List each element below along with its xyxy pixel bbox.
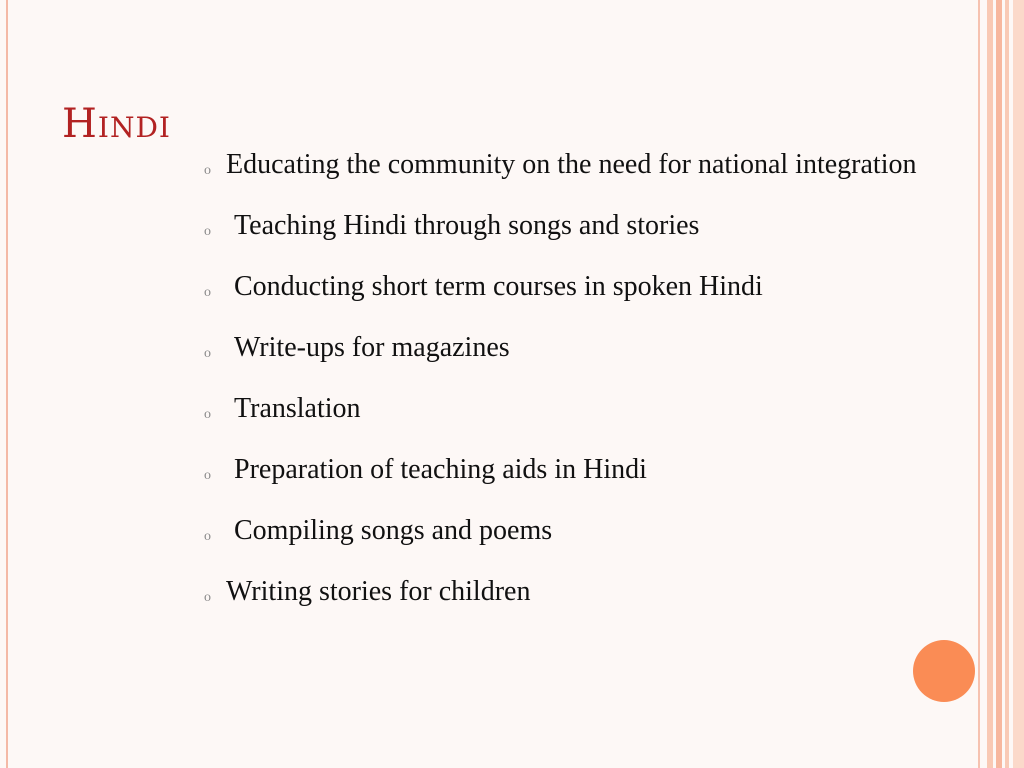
right-stripe [987, 0, 993, 768]
bullet-item [200, 321, 940, 374]
bullet-item [200, 260, 940, 313]
bullet-text: Compiling songs and poems [234, 515, 553, 546]
bullet-item [200, 138, 940, 191]
bullet-marker: o [204, 346, 211, 361]
bullet-text: Write-ups for magazines [234, 332, 510, 363]
orange-circle-decoration [913, 640, 975, 702]
right-stripe [1005, 0, 1009, 768]
bullet-marker: o [204, 407, 211, 422]
right-stripe [1013, 0, 1024, 768]
bullet-marker: o [204, 163, 211, 178]
right-stripe [996, 0, 1002, 768]
bullet-marker: o [204, 529, 211, 544]
bullet-text: Translation [234, 393, 361, 424]
bullet-marker: o [204, 285, 211, 300]
bullet-text: Conducting short term courses in spoken Hindi [234, 271, 763, 302]
bullet-item [200, 199, 940, 252]
bullet-text: Teaching Hindi through songs and stories [234, 210, 700, 241]
bullet-item [200, 443, 940, 496]
left-frame-line [6, 0, 8, 768]
bullet-marker: o [204, 590, 211, 605]
bullet-item [200, 504, 940, 557]
slide-title: Hindi [62, 101, 171, 147]
bullet-marker: o [204, 468, 211, 483]
bullet-item [200, 565, 940, 618]
bullet-text: Writing stories for children [226, 576, 531, 607]
bullet-list [200, 138, 940, 626]
bullet-item [200, 382, 940, 435]
bullet-text: Educating the community on the need for national integration [226, 149, 917, 180]
right-stripe [978, 0, 980, 768]
bullet-text: Preparation of teaching aids in Hindi [234, 454, 647, 485]
bullet-marker: o [204, 224, 211, 239]
